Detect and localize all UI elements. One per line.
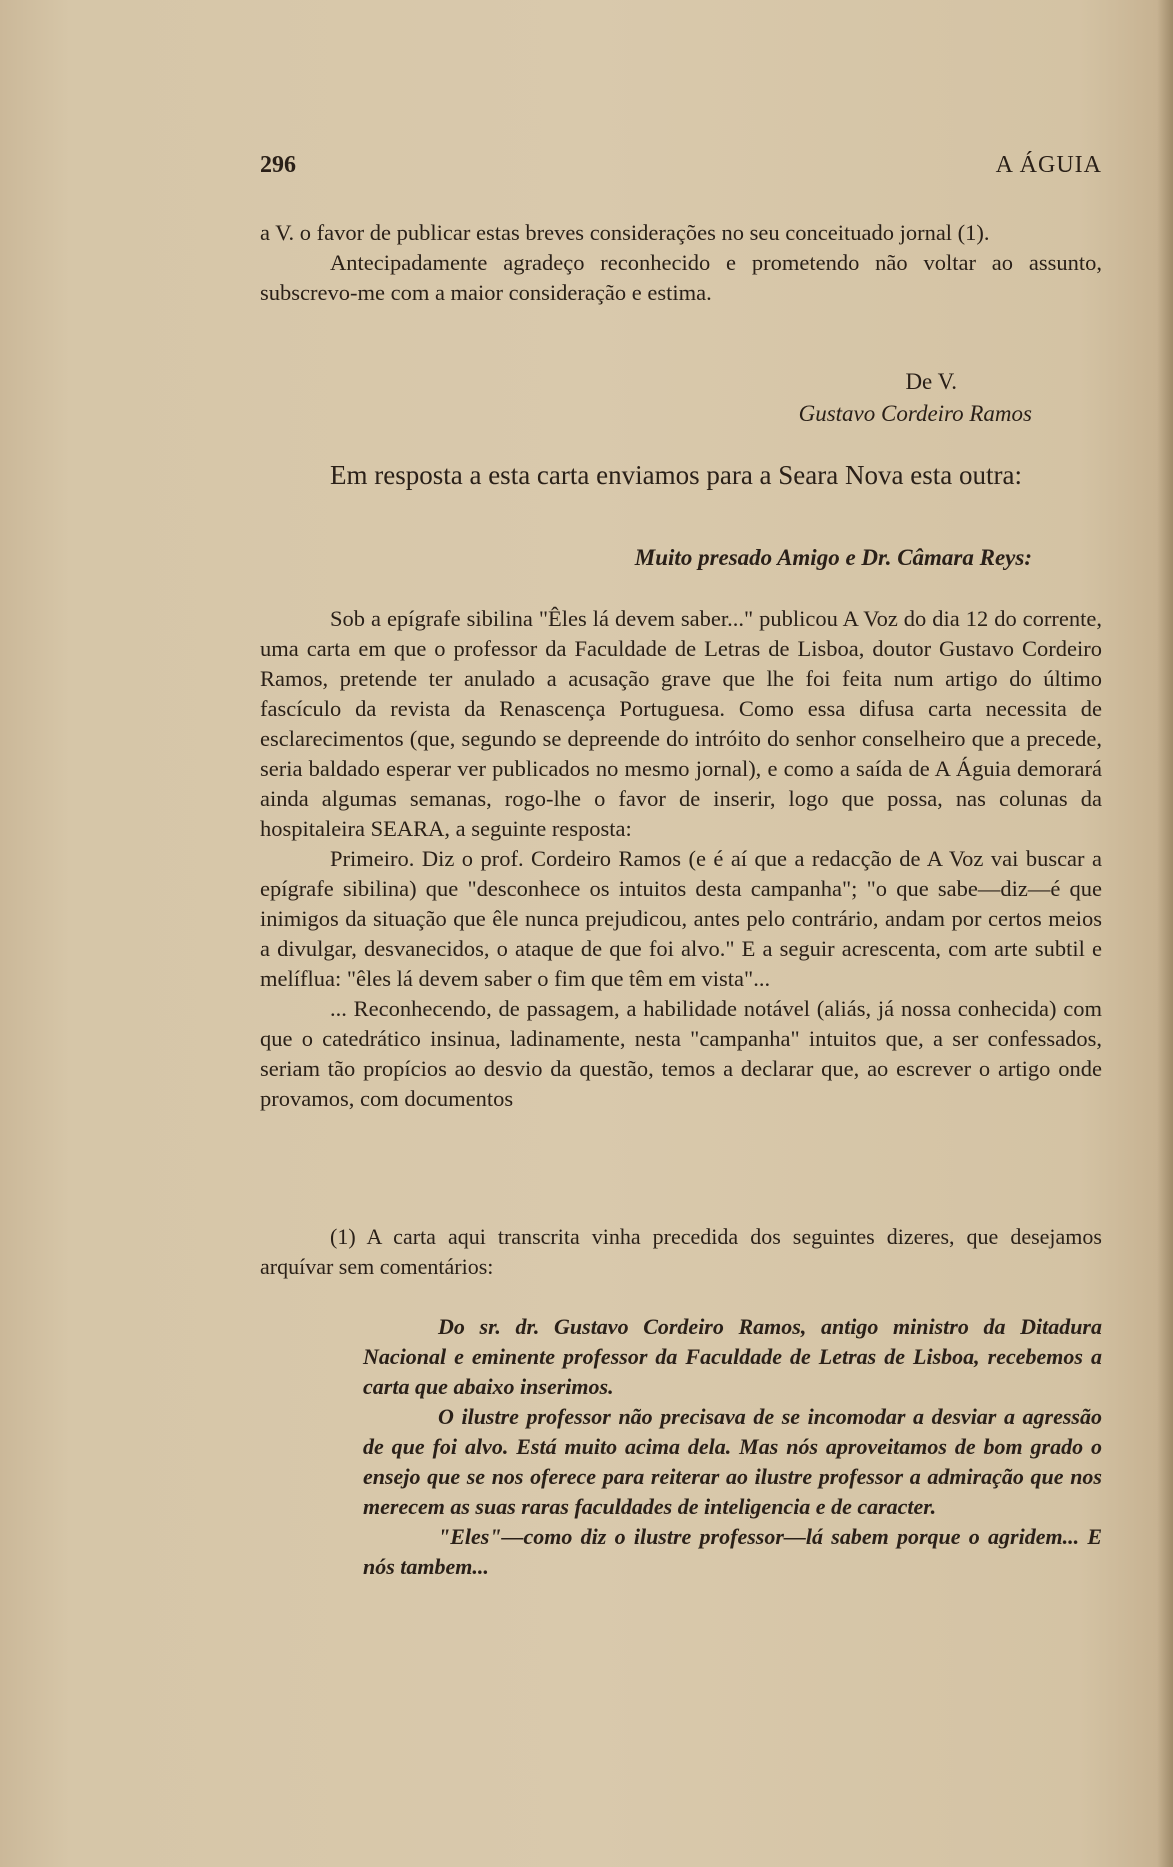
quote-paragraph: "Eles"—como diz o ilustre professor—lá sabem porque o agridem... E nós tambem... bbox=[363, 1524, 1102, 1579]
footnote bbox=[260, 1222, 1102, 1282]
letter-ending bbox=[260, 218, 1102, 308]
footnote-text: (1) A carta aqui transcrita vinha precedida dos seguintes dizeres, que desejamos arquívar sem comentários: bbox=[260, 1224, 1102, 1279]
intro-paragraph bbox=[260, 456, 1102, 494]
quote-paragraph: O ilustre professor não precisava de se incomodar a desviar a agressão de que foi alvo. Está muito acima dela. Mas nós aproveitamos de bom grado o ensejo que se nos oferece para reiterar ao ilustre professor a admiração que nos merecem as suas raras faculdades de inteligencia e de caracter. bbox=[363, 1404, 1102, 1519]
reply-salutation: Muito presado Amigo e Dr. Câmara Reys: bbox=[634, 545, 1032, 570]
letter-closing: De V. bbox=[905, 369, 957, 394]
letter-paragraph: Antecipadamente agradeço reconhecido e prometendo não voltar ao assunto, subscrevo-me com a maior consideração e estima. bbox=[260, 250, 1102, 305]
letter-paragraph: a V. o favor de publicar estas breves considerações no seu conceituado jornal (1). bbox=[260, 220, 990, 245]
reply-letter bbox=[260, 604, 1102, 1114]
letter-signoff bbox=[260, 366, 1102, 430]
page-header bbox=[260, 152, 1102, 192]
intro-text: Em resposta a esta carta enviamos para a Seara Nova esta outra: bbox=[330, 460, 1022, 490]
page-edge-shadow bbox=[1157, 0, 1173, 1867]
letter-signature: Gustavo Cordeiro Ramos bbox=[798, 401, 1032, 426]
reply-salutation-block bbox=[260, 542, 1102, 574]
running-title: A ÁGUIA bbox=[995, 152, 1102, 178]
reply-paragraph: Primeiro. Diz o prof. Cordeiro Ramos (e é aí que a redacção de A Voz vai buscar a epígrafe sibilina) que "desconhece os intuitos desta campanha"; "o que sabe—diz—é que inimigos da situação que êle nunca prejudicou, antes pelo contrário, andam por certos meios a divulgar, desvanecidos, o ataque de que foi alvo." E a seguir acrescenta, com arte subtil e melíflua: "êles lá devem saber o fim que têm em vista"... bbox=[260, 846, 1102, 991]
quote-paragraph: Do sr. dr. Gustavo Cordeiro Ramos, antigo ministro da Ditadura Nacional e eminente professor da Faculdade de Letras de Lisboa, recebemos a carta que abaixo inserimos. bbox=[363, 1314, 1102, 1399]
footnote-quote bbox=[260, 1312, 1102, 1582]
reply-paragraph: ... Reconhecendo, de passagem, a habilidade notável (aliás, já nossa conhecida) com que o catedrático insinua, ladinamente, nesta "campanha" intuitos que, a ser confessados, seriam tão propícios ao desvio da questão, temos a declarar que, ao escrever o artigo onde provamos, com documentos bbox=[260, 996, 1102, 1111]
page-number: 296 bbox=[260, 152, 296, 178]
reply-paragraph: Sob a epígrafe sibilina "Êles lá devem saber..." publicou A Voz do dia 12 do corrente, uma carta em que o professor da Faculdade de Letras de Lisboa, doutor Gustavo Cordeiro Ramos, pretende ter anulado a acusação grave que lhe foi feita num artigo do último fascículo da revista da Renascença Portuguesa. Como essa difusa carta necessita de esclarecimentos (que, segundo se depreende do intróito do senhor conselheiro que a precede, seria baldado esperar ver publicados no mesmo jornal), e como a saída de A Águia demorará ainda algumas semanas, rogo-lhe o favor de inserir, logo que possa, nas colunas da hospitaleira SEARA, a seguinte resposta: bbox=[260, 606, 1102, 841]
